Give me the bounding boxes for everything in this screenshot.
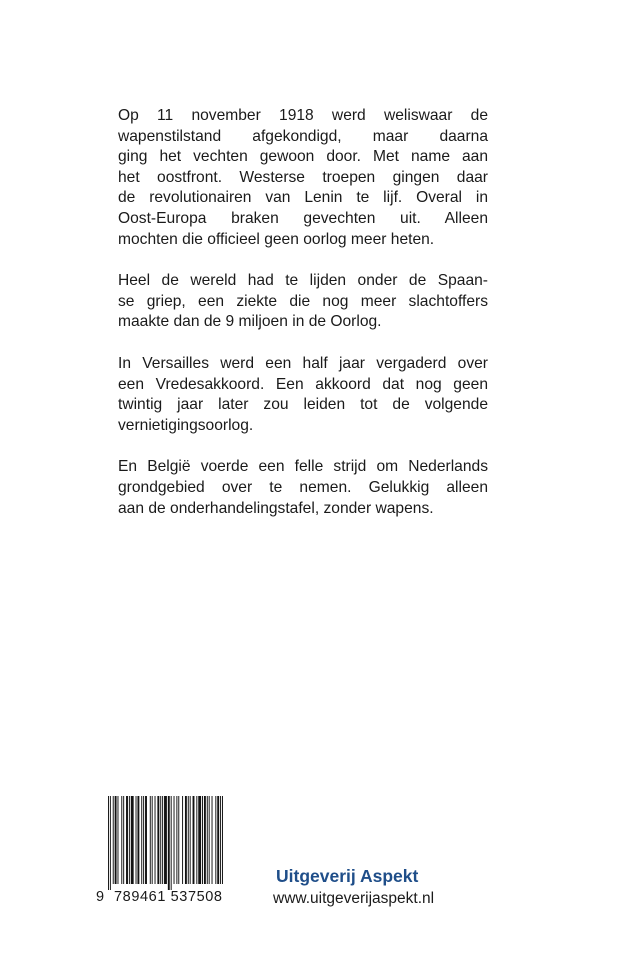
barcode-bar xyxy=(198,796,201,884)
barcode-bar xyxy=(168,796,170,890)
barcode-bar xyxy=(121,796,122,884)
barcode-bar xyxy=(157,796,159,884)
barcode-bar xyxy=(185,796,187,884)
text-line: Heel de wereld had te lijden onder de Spaan- xyxy=(118,272,488,290)
text-line: aan de onderhandelingstafel, zonder wapens. xyxy=(118,499,434,517)
barcode-bar xyxy=(160,796,161,884)
barcode-bar xyxy=(136,796,137,884)
barcode-bar xyxy=(108,796,109,890)
barcode-bar xyxy=(150,796,151,884)
text-line: grondgebied over te nemen. Gelukkig alleen xyxy=(118,478,488,496)
text-line: de revolutionairen van Lenin te lijf. Overal in xyxy=(118,189,488,207)
barcode-bar xyxy=(207,796,208,884)
text-line: het oostfront. Westerse troepen gingen daar xyxy=(118,168,488,186)
barcode-bar xyxy=(215,796,216,884)
barcode-bar xyxy=(209,796,210,884)
barcode-bar xyxy=(178,796,179,884)
barcode-bar xyxy=(193,796,195,884)
isbn-prefix-digit: 9 xyxy=(96,889,105,905)
text-line: In Versailles werd een half jaar vergaderd over xyxy=(118,354,488,372)
barcode-bar xyxy=(155,796,156,884)
barcode-bar xyxy=(123,796,124,884)
barcode-bars xyxy=(108,796,242,890)
text-line: ging het vechten gewoon door. Met name aan xyxy=(118,148,488,166)
text-line: mochten die officieel geen oorlog meer heten. xyxy=(118,230,435,248)
paragraph xyxy=(118,457,488,519)
barcode-bar xyxy=(115,796,117,884)
barcode-bar xyxy=(217,796,219,884)
barcode-bar xyxy=(126,796,128,884)
barcode-bar xyxy=(220,796,221,884)
barcode-bar xyxy=(129,796,130,884)
paragraph xyxy=(118,271,488,333)
barcode-bar xyxy=(196,796,197,884)
isbn-digits: 789461 537508 xyxy=(114,889,223,905)
text-line: Oost-Europa braken gevechten uit. Alleen xyxy=(118,209,488,227)
publisher-name: Uitgeverij Aspekt xyxy=(276,866,419,886)
text-line: se griep, een ziekte die nog meer slachtoffers xyxy=(118,292,488,310)
barcode-bar xyxy=(182,796,183,884)
barcode-bar xyxy=(204,796,206,884)
barcode-bar xyxy=(202,796,203,884)
text-line: twintig jaar later zou leiden tot de volgende xyxy=(118,396,488,414)
barcode-bar xyxy=(176,796,177,884)
barcode xyxy=(96,796,244,906)
barcode-bar xyxy=(118,796,119,884)
text-line: maakte dan de 9 miljoen in de Oorlog. xyxy=(118,313,382,331)
barcode-bar xyxy=(212,796,213,884)
barcode-bar xyxy=(188,796,189,884)
barcode-bar xyxy=(171,796,172,890)
publisher-website: www.uitgeverijaspekt.nl xyxy=(273,890,435,907)
barcode-bar xyxy=(137,796,139,884)
barcode-bar xyxy=(164,796,167,884)
paragraph xyxy=(118,106,488,250)
barcode-bar xyxy=(143,796,144,884)
barcode-bar xyxy=(162,796,163,884)
text-line: wapenstilstand afgekondigd, maar daarna xyxy=(118,127,488,145)
barcode-bar xyxy=(113,796,114,884)
barcode-bar xyxy=(141,796,142,884)
barcode-bar xyxy=(131,796,134,884)
text-line: een Vredesakkoord. Een akkoord dat nog geen xyxy=(118,375,488,393)
text-line: vernietigingsoorlog. xyxy=(118,416,254,434)
paragraph xyxy=(118,354,488,436)
barcode-bar xyxy=(110,796,111,890)
barcode-bar xyxy=(190,796,191,884)
text-line: Op 11 november 1918 werd weliswaar de xyxy=(118,107,488,124)
barcode-bar xyxy=(152,796,153,884)
barcode-bar xyxy=(222,796,223,884)
barcode-bar xyxy=(174,796,175,884)
back-cover-text xyxy=(118,106,488,540)
barcode-bar xyxy=(145,796,147,884)
text-line: En België voerde een felle strijd om Nederlands xyxy=(118,458,488,476)
